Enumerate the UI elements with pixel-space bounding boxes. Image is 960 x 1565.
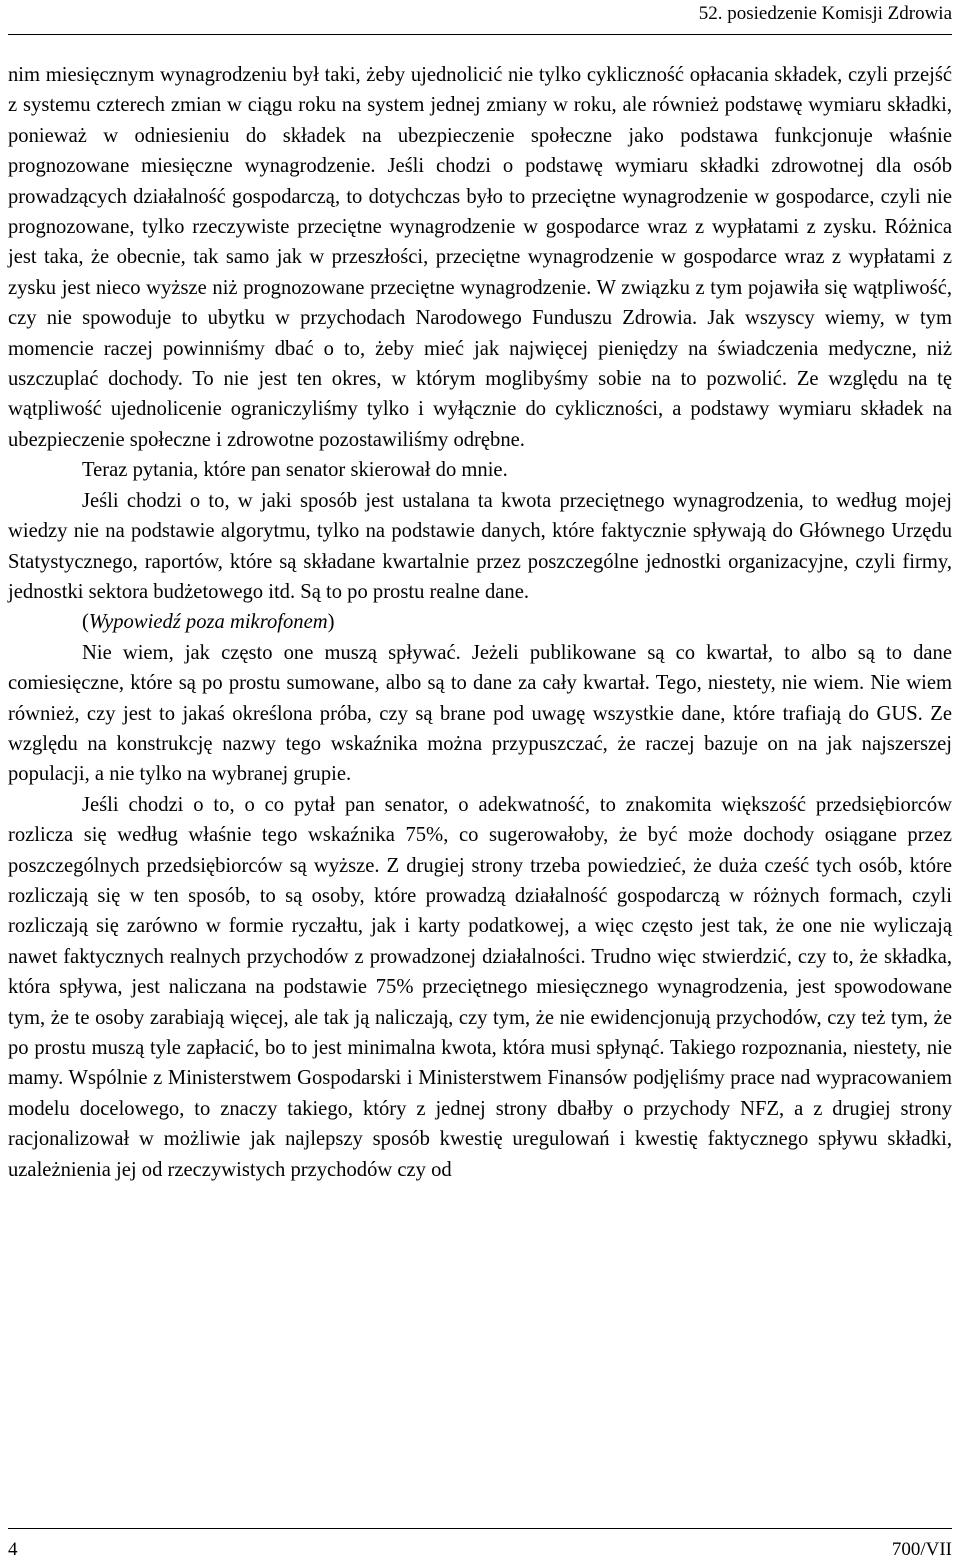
header-title: 52. posiedzenie Komisji Zdrowia bbox=[698, 3, 952, 24]
paragraph: Nie wiem, jak często one muszą spływać. Jeżeli publikowane są co kwartał, to albo są to dane comiesięczne, które są po prostu sumowane, albo są to dane za cały kwartał. Tego, niestety, nie wiem. Nie wiem również, czy jest to jakaś określona próba, czy są brane pod uwagę wszystkie dane, które trafiają do GUS. Ze względu na konstrukcję nazwy tego wskaźnika można przypuszczać, że raczej bazuje on na jak najszerszej populacji, a nie tylko na wybranej grupie. bbox=[8, 641, 952, 786]
paragraph: Jeśli chodzi o to, w jaki sposób jest ustalana ta kwota przeciętnego wynagrodzenia, to według mojej wiedzy nie na podstawie algorytmu, tylko na podstawie danych, które faktycznie spływają do Głównego Urzędu Statystycznego, raportów, które są składane kwartalnie przez poszczególne jednostki organizacyjne, czyli firmy, jednostki sektora budżetowego itd. Są to po prostu realne dane. bbox=[8, 489, 952, 603]
paragraph: nim miesięcznym wynagrodzeniu był taki, żeby ujednolicić nie tylko cykliczność opłacania składek, czyli przejść z systemu czterech zmian w ciągu roku na system jednej zmiany w roku, ale również podstawę wymiaru składki, ponieważ w odniesieniu do składek na ubezpieczenie społeczne jako podstawa funkcjonuje właśnie prognozowane miesięczne wynagrodzenie. Jeśli chodzi o podstawę wymiaru składki zdrowotnej dla osób prowadzących działalność gospodarczą, to dotychczas było to przeciętne wynagrodzenie w gospodarce, czyli nie prognozowane, tylko rzeczywiste przeciętne wynagrodzenie w gospodarce wraz z wypłatami z zysku. Różnica jest taka, że obecnie, tak samo jak w przeszłości, przeciętne wynagrodzenie w gospodarce wraz z wypłatami z zysku jest nieco wyższe niż prognozowane przeciętne wynagrodzenie. W związku z tym pojawiła się wątpliwość, czy nie spowoduje to ubytku w przychodach Narodowego Funduszu Zdrowia. Jak wszyscy wiemy, w tym momencie raczej powinniśmy dbać o to, żeby mieć jak najwięcej pieniędzy na świadczenia medyczne, niż uszczuplać dochody. To nie jest ten okres, w którym moglibyśmy sobie na to pozwolić. Ze względu na tę wątpliwość ujednolicenie ograniczyliśmy tylko i wyłącznie do cykliczności, a podstawy wymiaru składek na ubezpieczenie społeczne i zdrowotne pozostawiliśmy odrębne. bbox=[8, 64, 952, 451]
paragraph: Teraz pytania, które pan senator skierował do mnie. bbox=[82, 459, 508, 482]
document-body bbox=[8, 60, 952, 1185]
page-footer bbox=[8, 1528, 952, 1565]
document-code: 700/VII bbox=[891, 1539, 952, 1560]
paragraph: Jeśli chodzi o to, o co pytał pan senator, o adekwatność, to znakomita większość przedsiębiorców rozlicza się według właśnie tego wskaźnika 75%, co sugerowałoby, że być może dochody osiągane przez poszczególnych przedsiębiorców są wyższe. Z drugiej strony trzeba powiedzieć, że duża cześć tych osób, które rozliczają się w ten sposób, to są osoby, które prowadzą działalność gospodarczą w różnych formach, czyli rozliczają się zarówno w formie ryczałtu, jak i karty podatkowej, a więc często jest tak, że one nie wyliczają nawet faktycznych realnych przychodów z prowadzonej działalności. Trudno więc stwierdzić, czy to, że składka, która spływa, jest naliczana na podstawie 75% przeciętnego miesięcznego wynagrodzenia, jest spowodowane tym, że te osoby zarabiają więcej, ale tak ją naliczają, czy tym, że nie ewidencjonują przychodów, czy też tym, że po prostu muszą tyle zapłacić, bo to jest minimalna kwota, która musi spłynąć. Takiego rozpoznania, niestety, nie mamy. Wspólnie z Ministerstwem Gospodarski i Ministerstwem Finansów podjęliśmy prace nad wypracowaniem modelu docelowego, to znaczy takiego, który z jednej strony dbałby o przychody NFZ, a z drugiej strony racjonalizował w możliwie jak najlepszy sposób kwestię uregulowań i kwestię faktycznego spływu składki, uzależnienia jej od rzeczywistych przychodów czy od bbox=[8, 793, 952, 1181]
remark bbox=[8, 607, 952, 637]
remark-close: ) bbox=[327, 611, 335, 634]
remark-text: Wypowiedź poza mikrofonem bbox=[88, 611, 328, 634]
page-number: 4 bbox=[8, 1539, 18, 1560]
remark-open: ( bbox=[82, 611, 89, 634]
page-header bbox=[8, 0, 952, 35]
